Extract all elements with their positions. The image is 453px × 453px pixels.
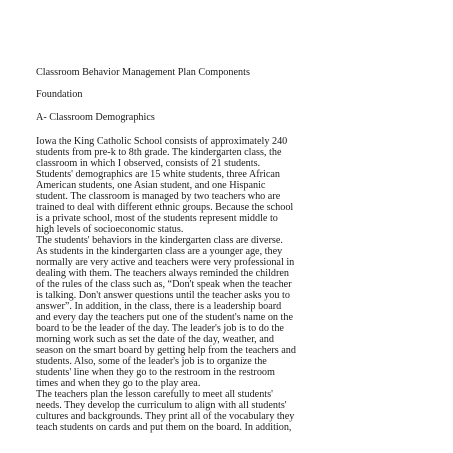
body-line: is a private school, most of the students represent middle to <box>36 213 278 224</box>
body-line: students' line when they go to the restroom in the restroom <box>36 367 275 378</box>
body-line: normally are very active and teachers were very professional in <box>36 257 295 268</box>
body-line: answer”. In addition, in the class, there is a leadership board <box>36 301 282 312</box>
body-line: is talking. Don't answer questions until the teacher asks you to <box>36 290 290 301</box>
body-line: The students' behaviors in the kindergarten class are diverse. <box>36 235 283 246</box>
body-line: needs. They develop the curriculum to align with all students' <box>36 400 287 411</box>
body-line: classroom in which I observed, consists of 21 students. <box>36 158 261 169</box>
body-line: morning work such as set the date of the day, weather, and <box>36 334 274 345</box>
body-line: high levels of socioeconomic status. <box>36 224 184 235</box>
body-line: times and when they go to the play area. <box>36 378 201 389</box>
body-line: season on the smart board by getting help from the teachers and <box>36 345 296 356</box>
body-line: students. Also, some of the leader's job is to organize the <box>36 356 267 367</box>
body-line: Iowa the King Catholic School consists of approximately 240 <box>36 136 288 147</box>
section-heading: Foundation <box>36 89 83 100</box>
body-line: and every day the teachers put one of the student's name on the <box>36 312 294 323</box>
body-line: of the rules of the class such as, “Don't speak when the teacher <box>36 279 292 290</box>
body-line: teach students on cards and put them on the board. In addition, <box>36 422 292 433</box>
body-line: American students, one Asian student, and one Hispanic <box>36 180 266 191</box>
document-title: Classroom Behavior Management Plan Components <box>36 67 250 78</box>
body-line: cultures and backgrounds. They print all of the vocabulary they <box>36 411 295 422</box>
body-line: students from pre-k to 8th grade. The kindergarten class, the <box>36 147 282 158</box>
body-line: As students in the kindergarten class are a younger age, they <box>36 246 283 257</box>
body-line: student. The classroom is managed by two teachers who are <box>36 191 281 202</box>
body-line: board to be the leader of the day. The leader's job is to do the <box>36 323 284 334</box>
body-line: The teachers plan the lesson carefully to meet all students' <box>36 389 273 400</box>
subsection-heading: A- Classroom Demographics <box>36 112 155 123</box>
body-line: trained to deal with different ethnic groups. Because the school <box>36 202 294 213</box>
body-line: Students' demographics are 15 white students, three African <box>36 169 281 180</box>
body-line: dealing with them. The teachers always reminded the children <box>36 268 289 279</box>
